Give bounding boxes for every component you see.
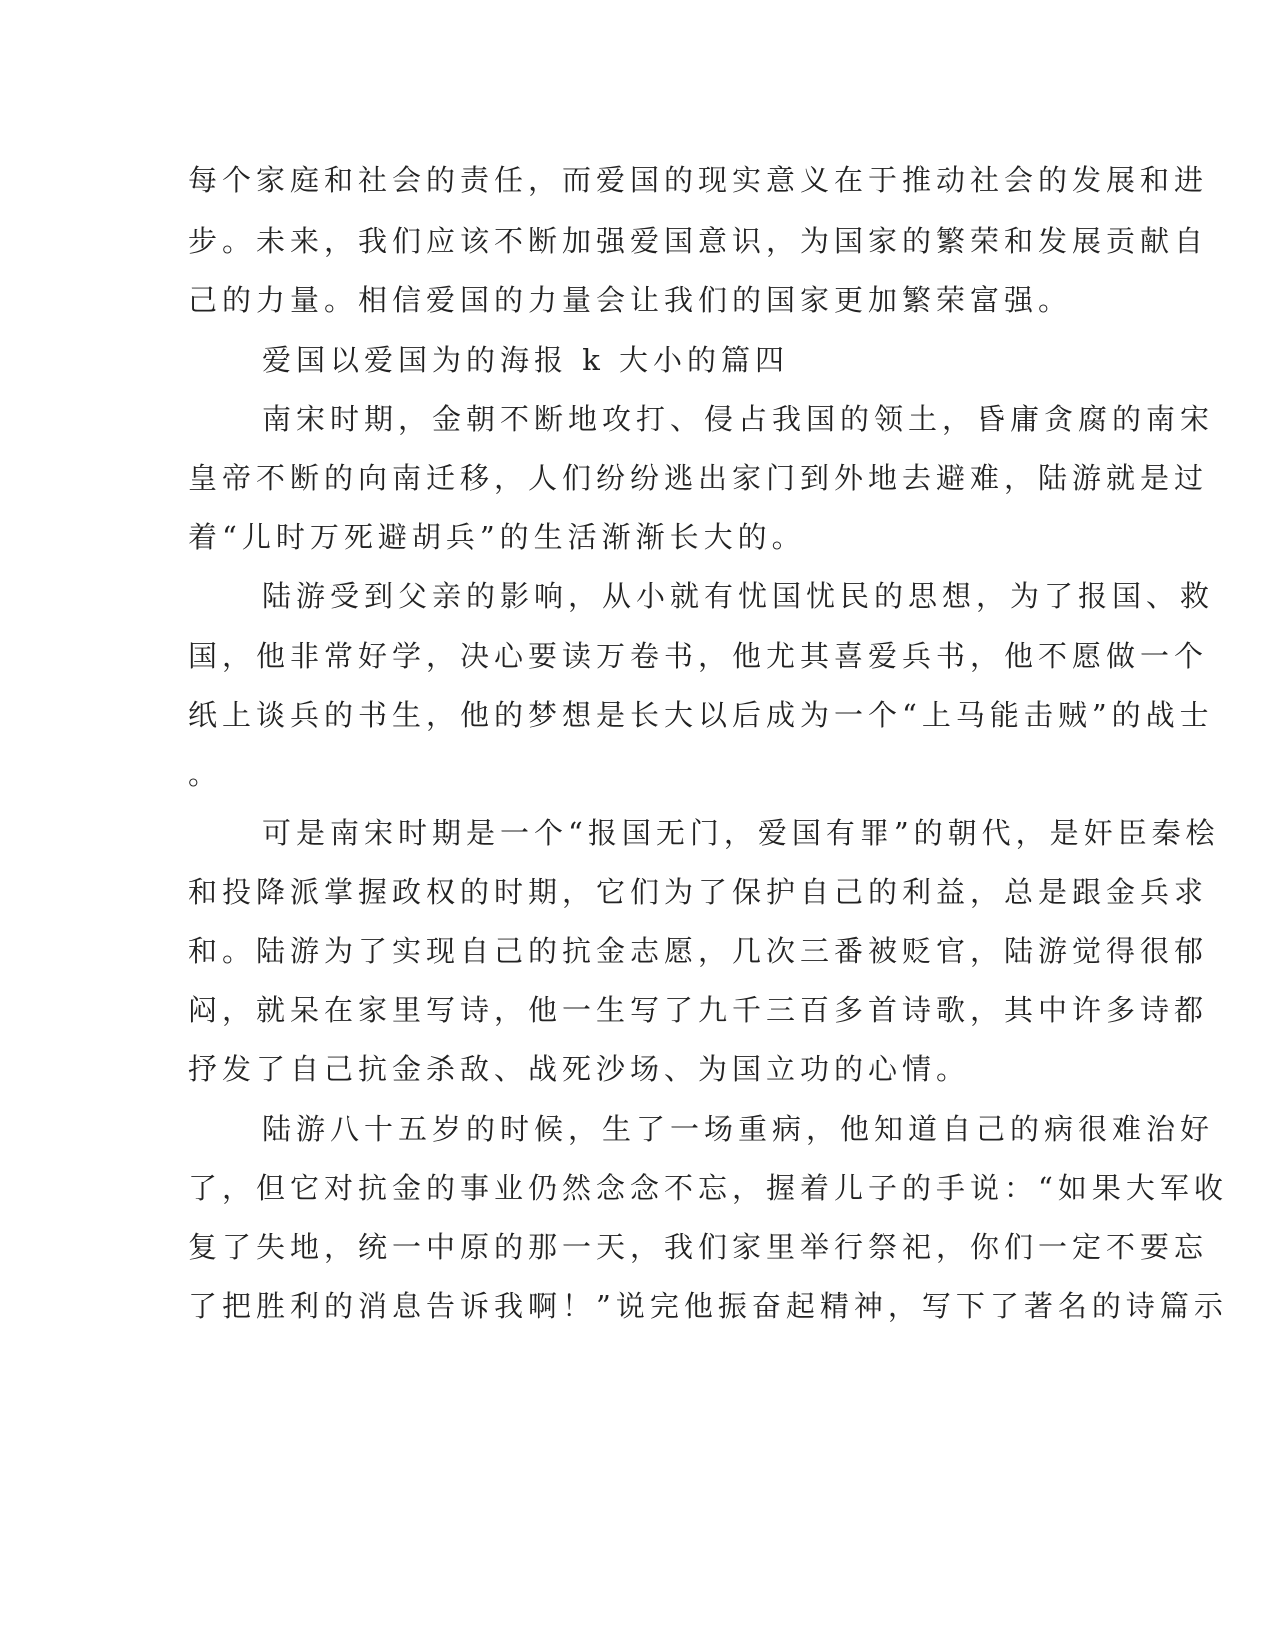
text-line: 国，他非常好学，决心要读万卷书，他尤其喜爱兵书，他不愿做一个 bbox=[188, 639, 1209, 673]
text-line: 可是南宋时期是一个“报国无门，爱国有罪”的朝代，是奸臣秦桧 bbox=[262, 816, 1220, 850]
text-line: 抒发了自己抗金杀敌、战死沙场、为国立功的心情。 bbox=[188, 1052, 971, 1086]
text-line: 和投降派掌握政权的时期，它们为了保护自己的利益，总是跟金兵求 bbox=[188, 875, 1209, 909]
text-line: 。 bbox=[188, 757, 223, 791]
text-line: 复了失地，统一中原的那一天，我们家里举行祭祀，你们一定不要忘 bbox=[188, 1230, 1209, 1264]
text-line: 闷，就呆在家里写诗，他一生写了九千三百多首诗歌，其中许多诗都 bbox=[188, 993, 1209, 1027]
text-line: 陆游受到父亲的影响，从小就有忧国忧民的思想，为了报国、救 bbox=[262, 579, 1215, 613]
text-line: 皇帝不断的向南迁移，人们纷纷逃出家门到外地去避难，陆游就是过 bbox=[188, 461, 1209, 495]
section-heading: 爱国以爱国为的海报 k 大小的篇四 bbox=[262, 343, 790, 377]
text-line: 己的力量。相信爱国的力量会让我们的国家更加繁荣富强。 bbox=[188, 283, 1073, 317]
text-line: 南宋时期，金朝不断地攻打、侵占我国的领土，昏庸贪腐的南宋 bbox=[262, 402, 1215, 436]
text-line: 纸上谈兵的书生，他的梦想是长大以后成为一个“上马能击贼”的战士 bbox=[188, 698, 1214, 732]
text-line: 步。未来，我们应该不断加强爱国意识，为国家的繁荣和发展贡献自 bbox=[188, 224, 1209, 258]
text-line: 每个家庭和社会的责任，而爱国的现实意义在于推动社会的发展和进 bbox=[188, 163, 1209, 197]
text-line: 陆游八十五岁的时候，生了一场重病，他知道自己的病很难治好 bbox=[262, 1112, 1215, 1146]
text-line: 着“儿时万死避胡兵”的生活渐渐长大的。 bbox=[188, 520, 806, 554]
text-line: 了把胜利的消息告诉我啊！”说完他振奋起精神，写下了著名的诗篇示 bbox=[188, 1289, 1228, 1323]
text-line: 和。陆游为了实现自己的抗金志愿，几次三番被贬官，陆游觉得很郁 bbox=[188, 934, 1209, 968]
text-line: 了，但它对抗金的事业仍然念念不忘，握着儿子的手说：“如果大军收 bbox=[188, 1171, 1228, 1205]
